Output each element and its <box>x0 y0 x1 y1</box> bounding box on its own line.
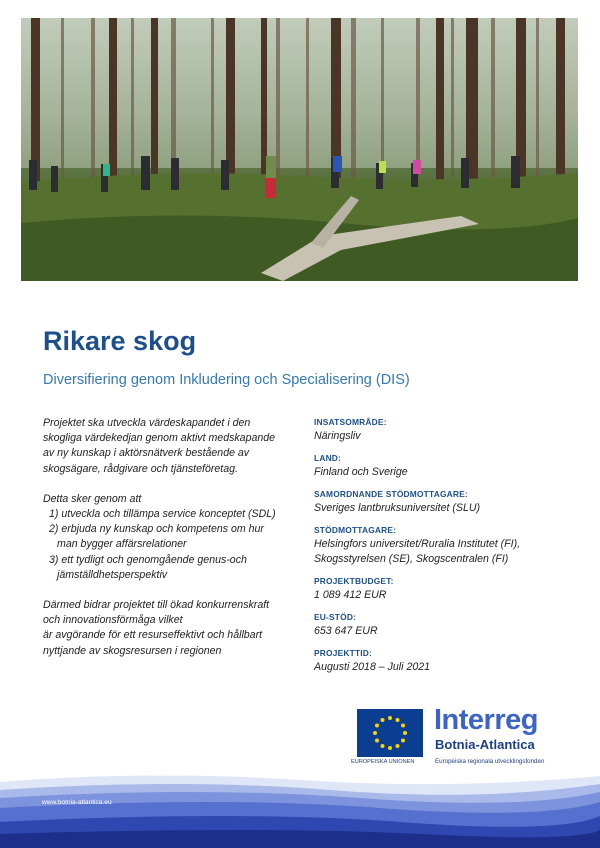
fact-label: PROJEKTBUDGET: <box>314 576 394 586</box>
fact-value: Skogsstyrelsen (SE), Skogscentralen (FI) <box>314 553 509 565</box>
fact-label: STÖDMOTTAGARE: <box>314 525 397 535</box>
intro-line: Projektet ska utveckla värdeskapandet i den <box>43 417 251 429</box>
fact-value: 1 089 412 EUR <box>314 589 387 601</box>
forest-photo-icon <box>21 18 578 281</box>
page-title: Rikare skog <box>43 326 197 356</box>
fact-stodmottagare <box>314 524 574 567</box>
list-item: 2) erbjuda ny kunskap och kompetens om hur <box>49 523 264 536</box>
fact-value: 653 647 EUR <box>314 625 378 637</box>
programme-name: Botnia-Atlantica <box>435 737 535 752</box>
eu-flag-icon <box>357 709 423 757</box>
page-subtitle: Diversifiering genom Inkludering och Specialisering (DIS) <box>43 372 410 388</box>
interreg-logo: Interreg <box>434 704 538 736</box>
fund-name: Europeiska regionala utvecklingsfonden <box>435 758 545 765</box>
closing-line: och innovationsförmåga vilket <box>43 614 183 627</box>
fact-value: Finland och Sverige <box>314 466 408 478</box>
fact-label: SAMORDNANDE STÖDMOTTAGARE: <box>314 489 468 499</box>
eu-label: EUROPEISKA UNIONEN <box>351 759 415 765</box>
fact-projekttid <box>314 647 574 675</box>
fact-value: Helsingfors universitet/Ruralia Institutet (FI), <box>314 538 521 550</box>
project-facts <box>314 416 574 683</box>
fact-samordnande <box>314 488 574 516</box>
list-item-continued: jämställdhetsperspektiv <box>57 568 168 581</box>
footer-waves <box>0 770 600 848</box>
list-item: 1) utveckla och tillämpa service konceptet (SDL) <box>49 508 276 521</box>
footer-url[interactable]: www.botnia-atlantica.eu <box>42 799 112 806</box>
closing-line: nyttjande av skogsresursen i regionen <box>43 644 222 657</box>
list-lead: Detta sker genom att <box>43 492 142 505</box>
fact-budget <box>314 575 574 603</box>
intro-line: skogsägare, rådgivare och tjänsteföretag. <box>43 462 238 475</box>
fact-value: Näringsliv <box>314 430 361 442</box>
fact-label: EU-STÖD: <box>314 612 357 622</box>
closing-line: är avgörande för ett resurseffektivt och hållbart <box>43 629 263 642</box>
fact-value: Augusti 2018 – Juli 2021 <box>314 661 431 673</box>
fact-land <box>314 452 574 480</box>
fact-value: Sveriges lantbruksuniversitet (SLU) <box>314 502 481 514</box>
fact-insatsomrade <box>314 416 574 444</box>
list-item-continued: man bygger affärsrelationer <box>57 538 187 551</box>
list-item: 3) ett tydligt och genomgående genus-och <box>49 553 247 566</box>
intro-line: av ny kunskap i aktörsnätverk bestående av <box>43 447 250 460</box>
closing-line: Därmed bidrar projektet till ökad konkurrenskraft <box>43 599 270 612</box>
hero-forest-photo <box>21 18 578 281</box>
fact-label: INSATSOMRÅDE: <box>314 417 387 427</box>
fact-label: LAND: <box>314 453 342 463</box>
fact-eu-stod <box>314 611 574 639</box>
project-description <box>43 416 305 659</box>
intro-line: skogliga värdekedjan genom aktivt medskapande <box>43 432 276 445</box>
fact-label: PROJEKTTID: <box>314 648 373 658</box>
